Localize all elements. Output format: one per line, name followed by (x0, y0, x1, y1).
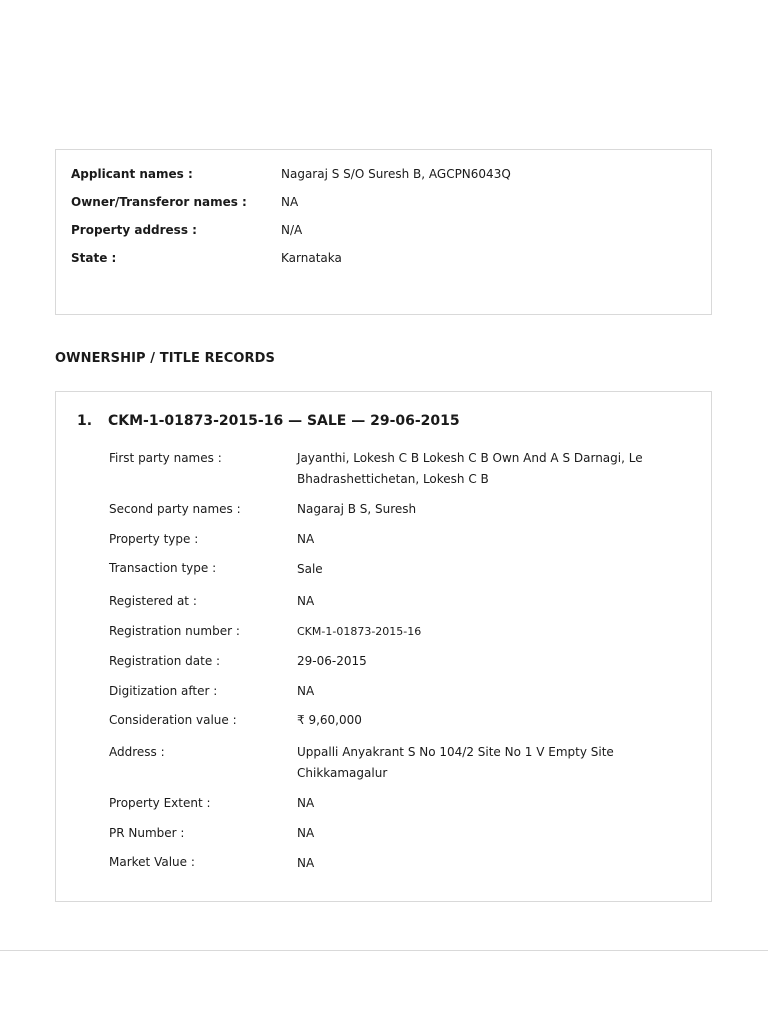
owner-transferor-label: Owner/Transferor names : (71, 195, 247, 209)
property-address-label: Property address : (71, 223, 197, 237)
consideration-value-label: Consideration value : (109, 713, 237, 727)
registered-at-label: Registered at : (109, 594, 197, 608)
record-number: 1. (77, 413, 93, 429)
property-address-value: N/A (281, 223, 303, 237)
first-party-value: Jayanthi, Lokesh C B Lokesh C B Own And A S Darnagi, Le Bhadrashettichetan, Lokesh C B (297, 451, 643, 486)
footer-divider (0, 950, 768, 951)
second-party-value: Nagaraj B S, Suresh (297, 502, 417, 516)
state-row (71, 251, 701, 271)
transaction-type-value: Sale (297, 562, 323, 576)
owner-transferor-row (71, 195, 701, 215)
digitization-after-label: Digitization after : (109, 684, 218, 698)
section-title: OWNERSHIP / TITLE RECORDS (55, 351, 275, 366)
pr-number-value: NA (297, 826, 315, 840)
property-extent-label: Property Extent : (109, 796, 211, 810)
registration-date-value: 29-06-2015 (297, 654, 367, 668)
consideration-value-value: ₹ 9,60,000 (297, 713, 362, 727)
applicant-names-label: Applicant names : (71, 167, 193, 181)
registration-number-label: Registration number : (109, 624, 240, 638)
digitization-after-value: NA (297, 684, 315, 698)
state-label: State : (71, 251, 117, 265)
property-address-row (71, 223, 701, 243)
title-record-card (55, 391, 712, 902)
registration-date-label: Registration date : (109, 654, 221, 668)
market-value-value: NA (297, 856, 315, 870)
record-title: CKM-1-01873-2015-16 — SALE — 29-06-2015 (108, 413, 460, 429)
property-type-label: Property type : (109, 532, 199, 546)
applicant-names-row (71, 167, 701, 187)
address-value: Uppalli Anyakrant S No 104/2 Site No 1 V Empty Site Chikkamagalur (297, 745, 614, 780)
second-party-label: Second party names : (109, 502, 241, 516)
property-extent-value: NA (297, 796, 315, 810)
transaction-type-label: Transaction type : (109, 561, 217, 575)
applicant-summary-card (55, 149, 712, 315)
registration-number-value: CKM-1-01873-2015-16 (297, 625, 422, 638)
property-type-value: NA (297, 532, 315, 546)
applicant-names-value: Nagaraj S S/O Suresh B, AGCPN6043Q (281, 167, 511, 181)
state-value: Karnataka (281, 251, 342, 265)
registered-at-value: NA (297, 594, 315, 608)
first-party-label: First party names : (109, 451, 222, 465)
record-heading (77, 413, 460, 429)
pr-number-label: PR Number : (109, 826, 185, 840)
address-label: Address : (109, 745, 165, 759)
owner-transferor-value: NA (281, 195, 299, 209)
market-value-label: Market Value : (109, 855, 195, 869)
